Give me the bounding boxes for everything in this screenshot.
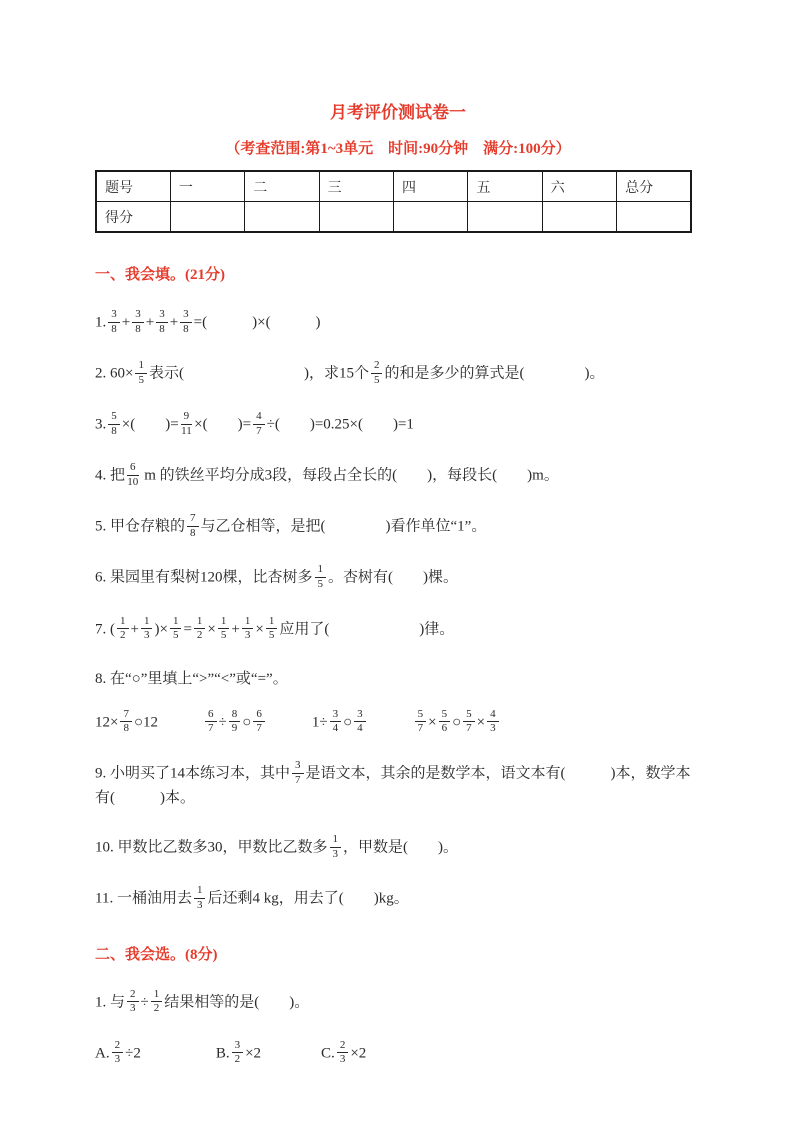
fraction: $\frac{3}{8}$ [108, 309, 120, 335]
question-text: 9. 小明买了14本练习本，其中 [95, 765, 291, 782]
fraction: $\frac{1}{5}$ [315, 564, 327, 590]
question-line [95, 614, 701, 643]
fraction: $\frac{1}{5}$ [135, 360, 147, 386]
question-text: 2. 60× [95, 365, 134, 382]
question-text: 1÷ [266, 714, 328, 731]
fraction: $\frac{1}{2}$ [117, 616, 129, 642]
question-line [95, 1038, 701, 1067]
question-text: =( )×( ) [193, 314, 321, 331]
score-table-header-cell: 一 [170, 171, 244, 202]
question-text: 1. 与 [95, 994, 126, 1011]
fraction: $\frac{1}{5}$ [218, 616, 230, 642]
page-title: 月考评价测试卷一 [330, 103, 466, 122]
score-table-header-cell: 二 [245, 171, 319, 202]
fraction: $\frac{1}{2}$ [151, 989, 163, 1015]
question-line [95, 310, 701, 336]
question-line [95, 412, 701, 438]
question-text: × [428, 714, 437, 731]
question-text: 7. ( [95, 621, 115, 638]
question-text: m 的铁丝平均分成3段，每段占全长的( )，每段长( )m。 [140, 467, 559, 484]
question-line [95, 565, 701, 591]
section-heading: 一、我会填。(21分) [95, 267, 225, 283]
question-text: + [130, 621, 139, 638]
fraction: $\frac{3}{8}$ [180, 309, 192, 335]
question-text: ○ [452, 714, 462, 731]
fraction: $\frac{3}{4}$ [354, 709, 366, 735]
score-table-header-cell: 四 [394, 171, 468, 202]
question-text: ×2 C. [245, 1045, 335, 1062]
question-text: × [255, 621, 264, 638]
fraction: $\frac{5}{7}$ [463, 709, 475, 735]
score-table-header-cell: 题号 [96, 171, 170, 202]
question-text [368, 714, 413, 730]
score-cell-empty [617, 202, 691, 233]
question-line [95, 987, 701, 1016]
score-cell-empty [170, 202, 244, 233]
question-text: + [231, 621, 240, 638]
fraction: $\frac{6}{7}$ [253, 709, 265, 735]
question-line [95, 361, 701, 387]
question-text: ×2 [350, 1045, 367, 1062]
score-table-header-cell: 总分 [617, 171, 691, 202]
question-text: 12× [95, 714, 119, 731]
question-text: ○ [343, 714, 353, 731]
question-line [95, 886, 701, 912]
fraction: $\frac{2}{3}$ [127, 989, 139, 1015]
question-text: )× [154, 621, 168, 638]
fraction: $\frac{1}{2}$ [194, 616, 206, 642]
fraction: $\frac{7}{8}$ [120, 709, 132, 735]
score-table [95, 170, 692, 233]
question-line [95, 835, 701, 861]
fraction: $\frac{5}{7}$ [415, 709, 427, 735]
fraction: $\frac{2}{5}$ [371, 360, 383, 386]
question-line [95, 668, 701, 691]
fraction: $\frac{3}{2}$ [232, 1040, 244, 1066]
fraction: $\frac{3}{4}$ [330, 709, 342, 735]
fraction: $\frac{6}{7}$ [205, 709, 217, 735]
score-cell-empty [319, 202, 393, 233]
fraction: $\frac{3}{8}$ [156, 309, 168, 335]
question-text: 是语文本，其余的是数学本，语文本有( )本，数学本有( )本。 [95, 765, 691, 807]
page-subtitle: （考查范围:第1~3单元 时间:90分钟 满分:100分） [225, 141, 571, 157]
score-table-score-row [96, 202, 691, 233]
question-text: ÷ [218, 714, 227, 731]
questions-area [95, 263, 701, 1067]
question-text: 4. 把 [95, 467, 126, 484]
question-text: 8. 在“○”里填上“>”“<”或“=”。 [95, 670, 288, 687]
score-table-header-cell: 三 [319, 171, 393, 202]
question-text: ×( )= [194, 416, 252, 433]
fraction: $\frac{4}{3}$ [487, 709, 499, 735]
fraction: $\frac{1}{5}$ [170, 616, 182, 642]
question-text: ÷ [140, 994, 149, 1011]
score-table-header-cell: 六 [542, 171, 616, 202]
question-text: ○ [242, 714, 252, 731]
score-cell-empty [542, 202, 616, 233]
fraction: $\frac{1}{3}$ [242, 616, 254, 642]
fraction: $\frac{5}{8}$ [108, 411, 120, 437]
question-text: 的和是多少的算式是( )。 [384, 365, 605, 382]
fraction: $\frac{2}{3}$ [337, 1040, 349, 1066]
question-text: 6. 果园里有梨树120棵，比杏树多 [95, 569, 313, 586]
fraction: $\frac{3}{8}$ [132, 309, 144, 335]
fraction: $\frac{4}{7}$ [253, 411, 265, 437]
question-text: 。杏树有( )棵。 [328, 569, 459, 586]
score-table-body [96, 171, 691, 232]
question-text: 应用了( )律。 [279, 621, 455, 638]
question-text: 后还剩4 kg，用去了( )kg。 [207, 890, 409, 907]
section-heading: 二、我会选。(8分) [95, 946, 218, 963]
fraction: $\frac{9}{11}$ [181, 410, 192, 437]
question-text: 5. 甲仓存粮的 [95, 518, 186, 535]
score-row-label: 得分 [96, 202, 170, 233]
question-line [95, 707, 701, 736]
fraction: $\frac{3}{7}$ [292, 760, 304, 786]
question-text: + [145, 314, 155, 331]
fraction: $\frac{7}{8}$ [187, 513, 199, 539]
question-text: ×( )= [121, 416, 179, 433]
question-text: A. [95, 1045, 110, 1062]
question-text: = [183, 621, 192, 638]
fraction: $\frac{1}{5}$ [266, 616, 278, 642]
question-line [95, 761, 701, 810]
question-text: ，甲数是( )。 [343, 839, 459, 856]
score-cell-empty [245, 202, 319, 233]
question-text: 1. [95, 314, 107, 331]
fraction: $\frac{6}{10}$ [127, 461, 139, 488]
question-line [95, 463, 701, 489]
fraction: $\frac{1}{3}$ [141, 616, 153, 642]
fraction: $\frac{5}{6}$ [439, 709, 451, 735]
fraction: $\frac{1}{3}$ [194, 885, 206, 911]
question-text: 11. 一桶油用去 [95, 890, 192, 907]
question-text: ÷( )=0.25×( )=1 [266, 416, 414, 433]
question-text: ○12 [133, 714, 204, 731]
question-text: + [169, 314, 179, 331]
question-text: + [121, 314, 131, 331]
question-text: 结果相等的是( )。 [164, 994, 310, 1011]
question-text: ÷2 B. [125, 1045, 230, 1062]
fraction: $\frac{2}{3}$ [112, 1040, 124, 1066]
score-table-header-cell: 五 [468, 171, 542, 202]
fraction: $\frac{8}{9}$ [229, 709, 241, 735]
question-text: 与乙仓相等，是把( )看作单位“1”。 [200, 518, 487, 535]
question-line [95, 514, 701, 540]
score-cell-empty [468, 202, 542, 233]
score-table-header-row [96, 171, 691, 202]
fraction: $\frac{1}{3}$ [330, 834, 342, 860]
question-text: × [476, 714, 486, 731]
question-text: 表示( )，求15个 [148, 365, 369, 382]
score-cell-empty [394, 202, 468, 233]
question-text: × [207, 621, 216, 638]
question-text: 3. [95, 416, 107, 433]
question-text: 10. 甲数比乙数多30，甲数比乙数多 [95, 839, 328, 856]
